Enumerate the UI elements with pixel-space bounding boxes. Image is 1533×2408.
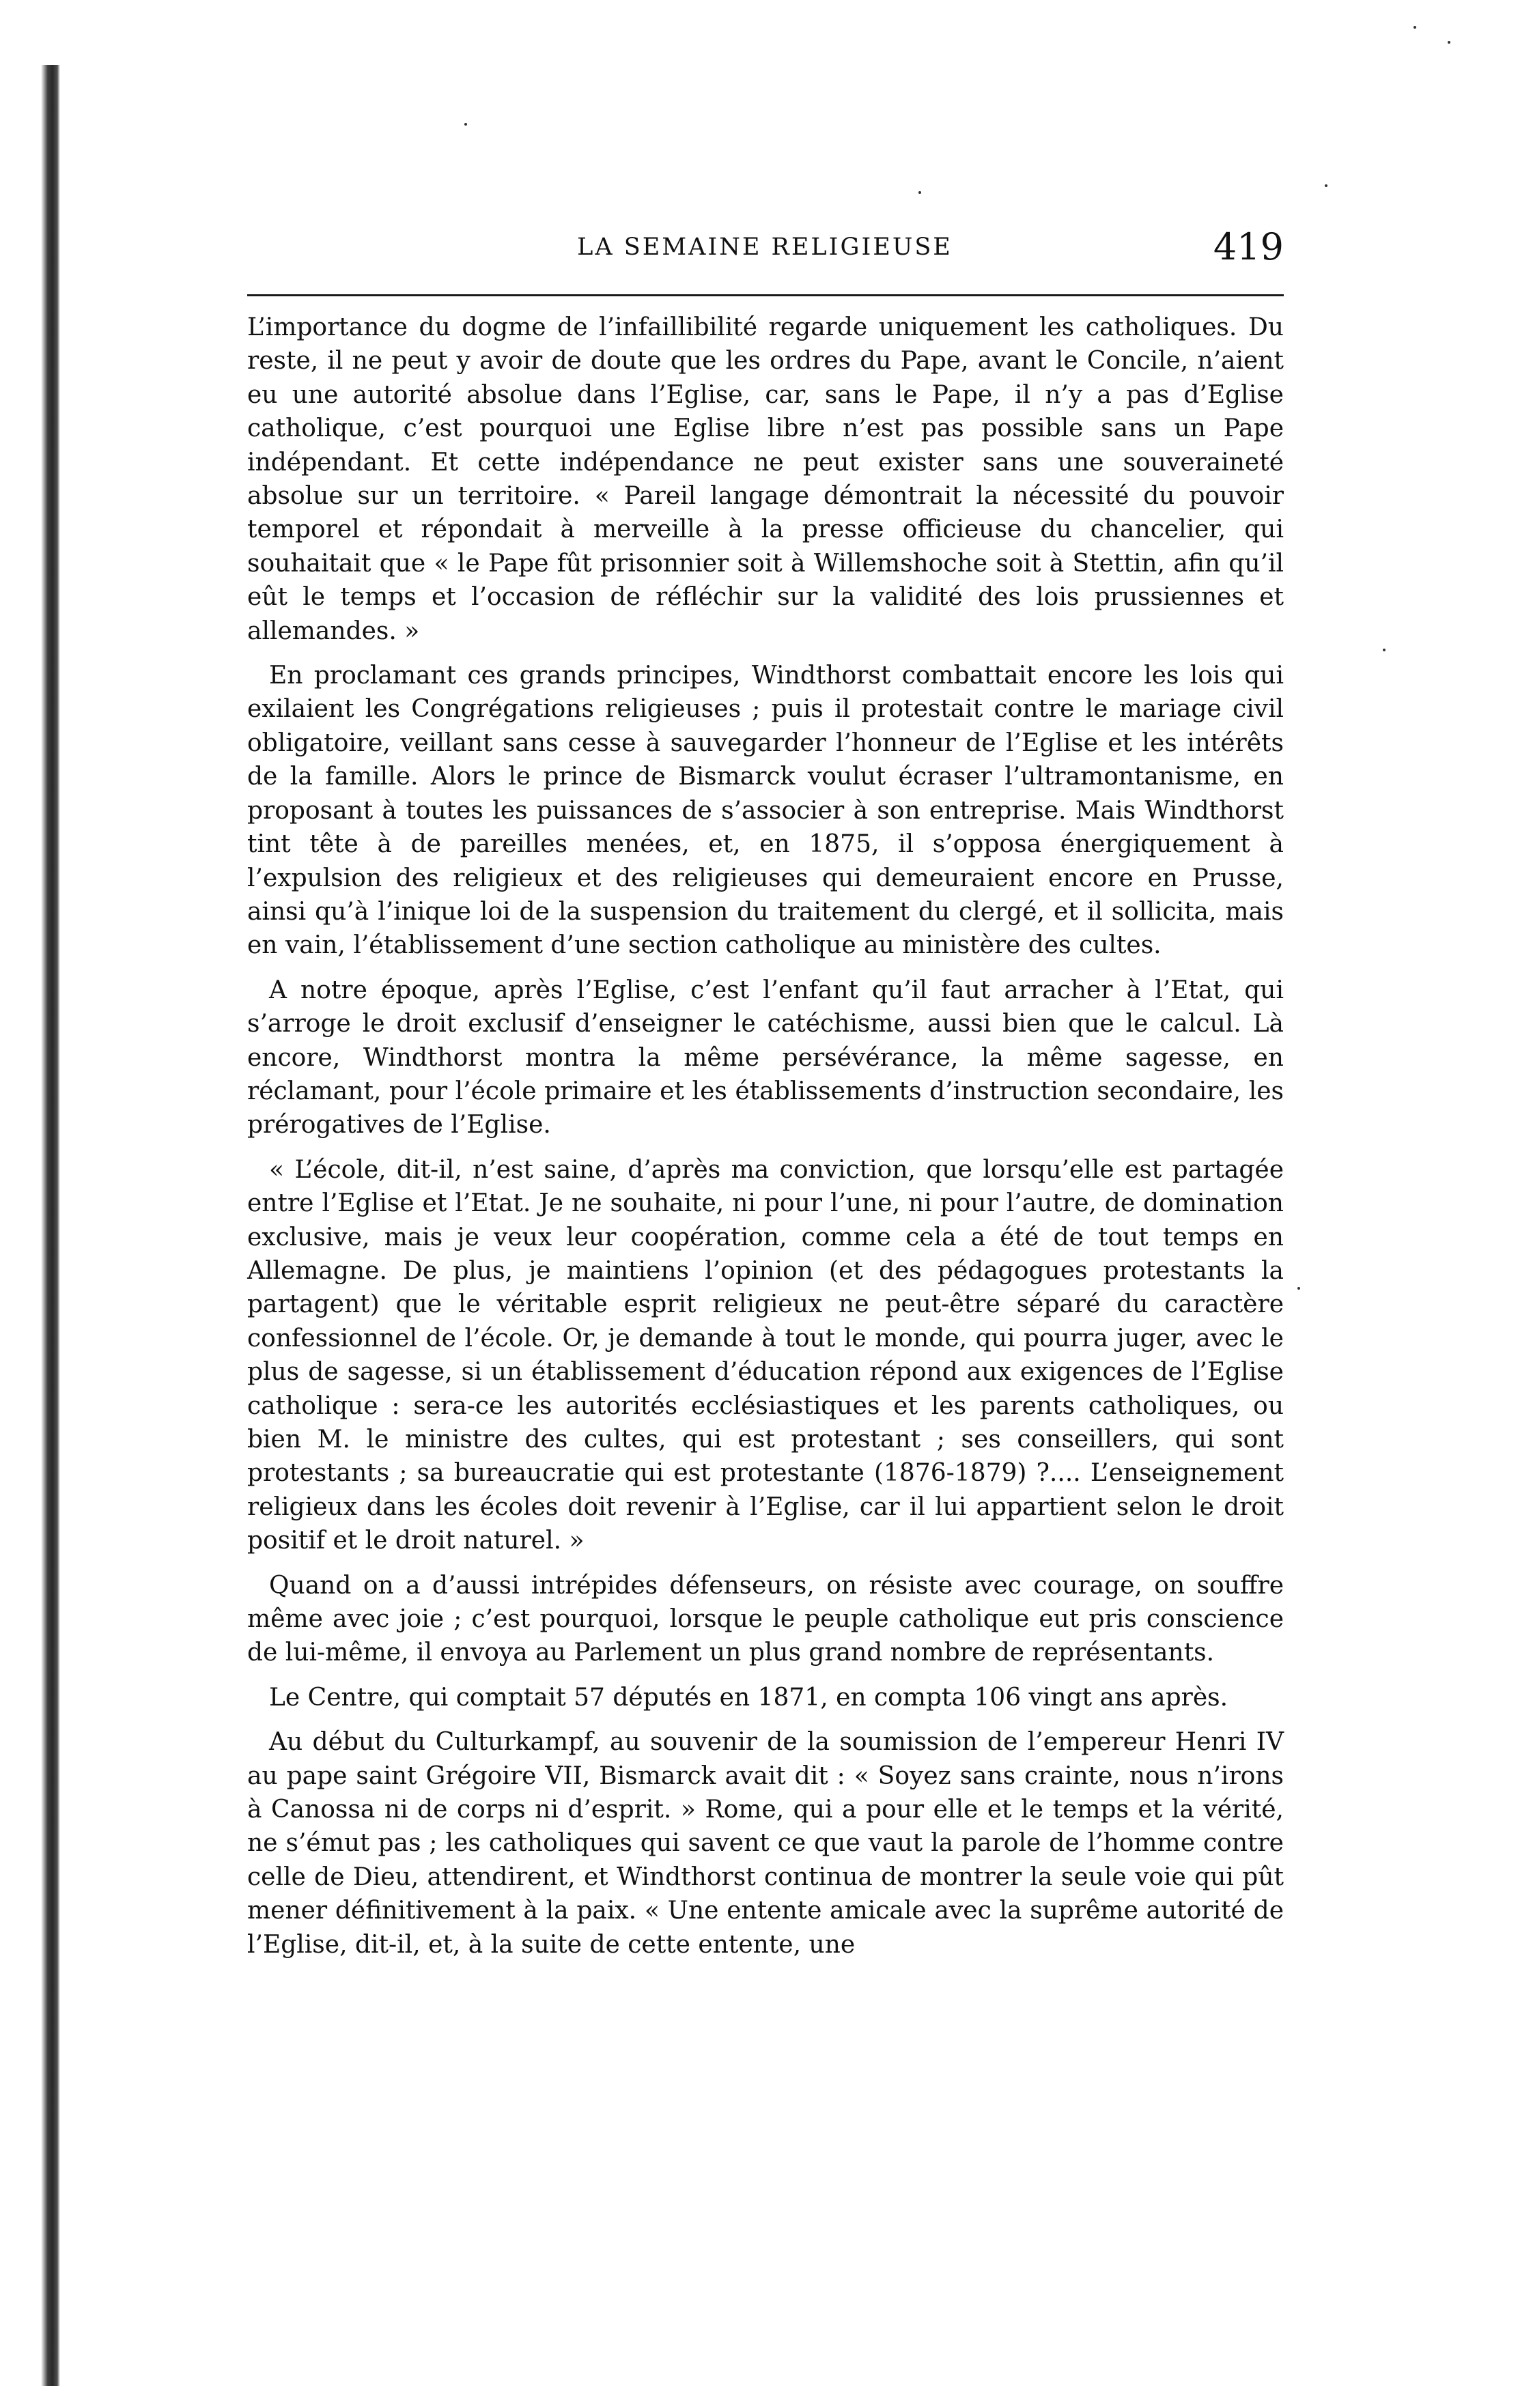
- print-speck: [1297, 1287, 1300, 1290]
- header-rule: [247, 294, 1284, 296]
- running-title: LA SEMAINE RELIGIEUSE: [577, 233, 953, 261]
- paragraph: Au début du Culturkampf, au souvenir de la soumission de l’empereur Henri IV au pape saint Grégoire VII, Bismarck avait dit : « Soyez sans crainte, nous n’irons à Canossa ni de corps ni d’esprit. » Rome, qui a pour elle et le temps et la vérité, ne s’émut pas ; les catholiques qui savent ce que vaut la parole de l’homme contre celle de Dieu, attendirent, et Windthorst continua de montrer la seule voie qui pût mener définitivement à la paix. « Une entente amicale avec la suprême autorité de l’Eglise, dit-il, et, à la suite de cette entente, une: [247, 1728, 1284, 1959]
- page-header: [246, 225, 1284, 280]
- print-speck: [1325, 184, 1327, 187]
- page-number: 419: [1213, 225, 1284, 268]
- paragraph: Quand on a d’aussi intrépides défenseurs, on résiste avec courage, on souffre même avec joie ; c’est pourquoi, lorsque le peuple catholique eut pris conscience de lui-même, il envoya au Parlement un plus grand nombre de représentants.: [247, 1571, 1284, 1667]
- paragraph: En proclamant ces grands principes, Windthorst combattait encore les lois qui exilaient les Congrégations religieuses ; puis il protestait contre le mariage civil obligatoire, veillant sans cesse à sauvegarder l’honneur de l’Eglise et les intérêts de la famille. Alors le prince de Bismarck voulut écraser l’ultramontanisme, en proposant à toutes les puissances de s’associer à son entreprise. Mais Windthorst tint tête à de pareilles menées, et, en 1875, il s’opposa énergiquement à l’expulsion des religieux et des religieuses qui demeuraient encore en Prusse, ainsi qu’à l’inique loi de la suspension du traitement du clergé, et il sollicita, mais en vain, l’établissement d’une section catholique au ministère des cultes.: [247, 662, 1284, 960]
- print-speck: [1414, 26, 1416, 29]
- paragraph: « L’école, dit-il, n’est saine, d’après ma conviction, que lorsqu’elle est partagée entre l’Eglise et l’Etat. Je ne souhaite, ni pour l’une, ni pour l’autre, de domination exclusive, mais je veux leur coopération, comme cela a été de tout temps en Allemagne. De plus, je maintiens l’opinion (et des pédagogues protestants la partagent) que le véritable esprit religieux ne peut-être séparé du caractère confessionnel de l’école. Or, je demande à tout le monde, qui pourra juger, avec le plus de sagesse, si un établissement d’éducation répond aux exigences de l’Eglise catholique : sera-ce les autorités ecclésiastiques et les parents catholiques, ou bien M. le ministre des cultes, qui est protestant ; ses conseillers, qui sont protestants ; sa bureaucratie qui est protestante (1876-1879) ?.... L’enseignement religieux dans les écoles doit revenir à l’Eglise, car il lui appartient selon le droit positif et le droit naturel. »: [247, 1155, 1284, 1555]
- paragraph: L’importance du dogme de l’infaillibilité regarde uniquement les catholiques. Du reste, il ne peut y avoir de doute que les ordres du Pape, avant le Concile, n’aient eu une autorité absolue dans l’Eglise, car, sans le Pape, il n’y a pas d’Eglise catholique, c’est pourquoi une Eglise libre n’est pas possible sans un Pape indépendant. Et cette indépendance ne peut exister sans une souveraineté absolue sur un territoire. « Pareil langage démontrait la nécessité du pouvoir temporel et répondait à merveille à la presse officieuse du chancelier, qui souhaitait que « le Pape fût prisonnier soit à Willemshoche soit à Stettin, afin qu’il eût le temps et l’occasion de réfléchir sur la validité des lois prussiennes et allemandes. »: [247, 313, 1284, 645]
- print-speck: [464, 123, 467, 126]
- print-speck: [1383, 649, 1386, 651]
- paragraph: A notre époque, après l’Eglise, c’est l’enfant qu’il faut arracher à l’Etat, qui s’arroge le droit exclusif d’enseigner le catéchisme, aussi bien que le calcul. Là encore, Windthorst montra la même persévérance, la même sagesse, en réclamant, pour l’école primaire et les établissements d’instruction secondaire, les prérogatives de l’Eglise.: [247, 976, 1284, 1139]
- print-speck: [1448, 41, 1450, 44]
- paragraph: Le Centre, qui comptait 57 députés en 1871, en compta 106 vingt ans après.: [269, 1683, 1228, 1712]
- page-binding-edge: [41, 65, 60, 2386]
- print-speck: [918, 191, 921, 194]
- text-body: [247, 311, 1284, 1972]
